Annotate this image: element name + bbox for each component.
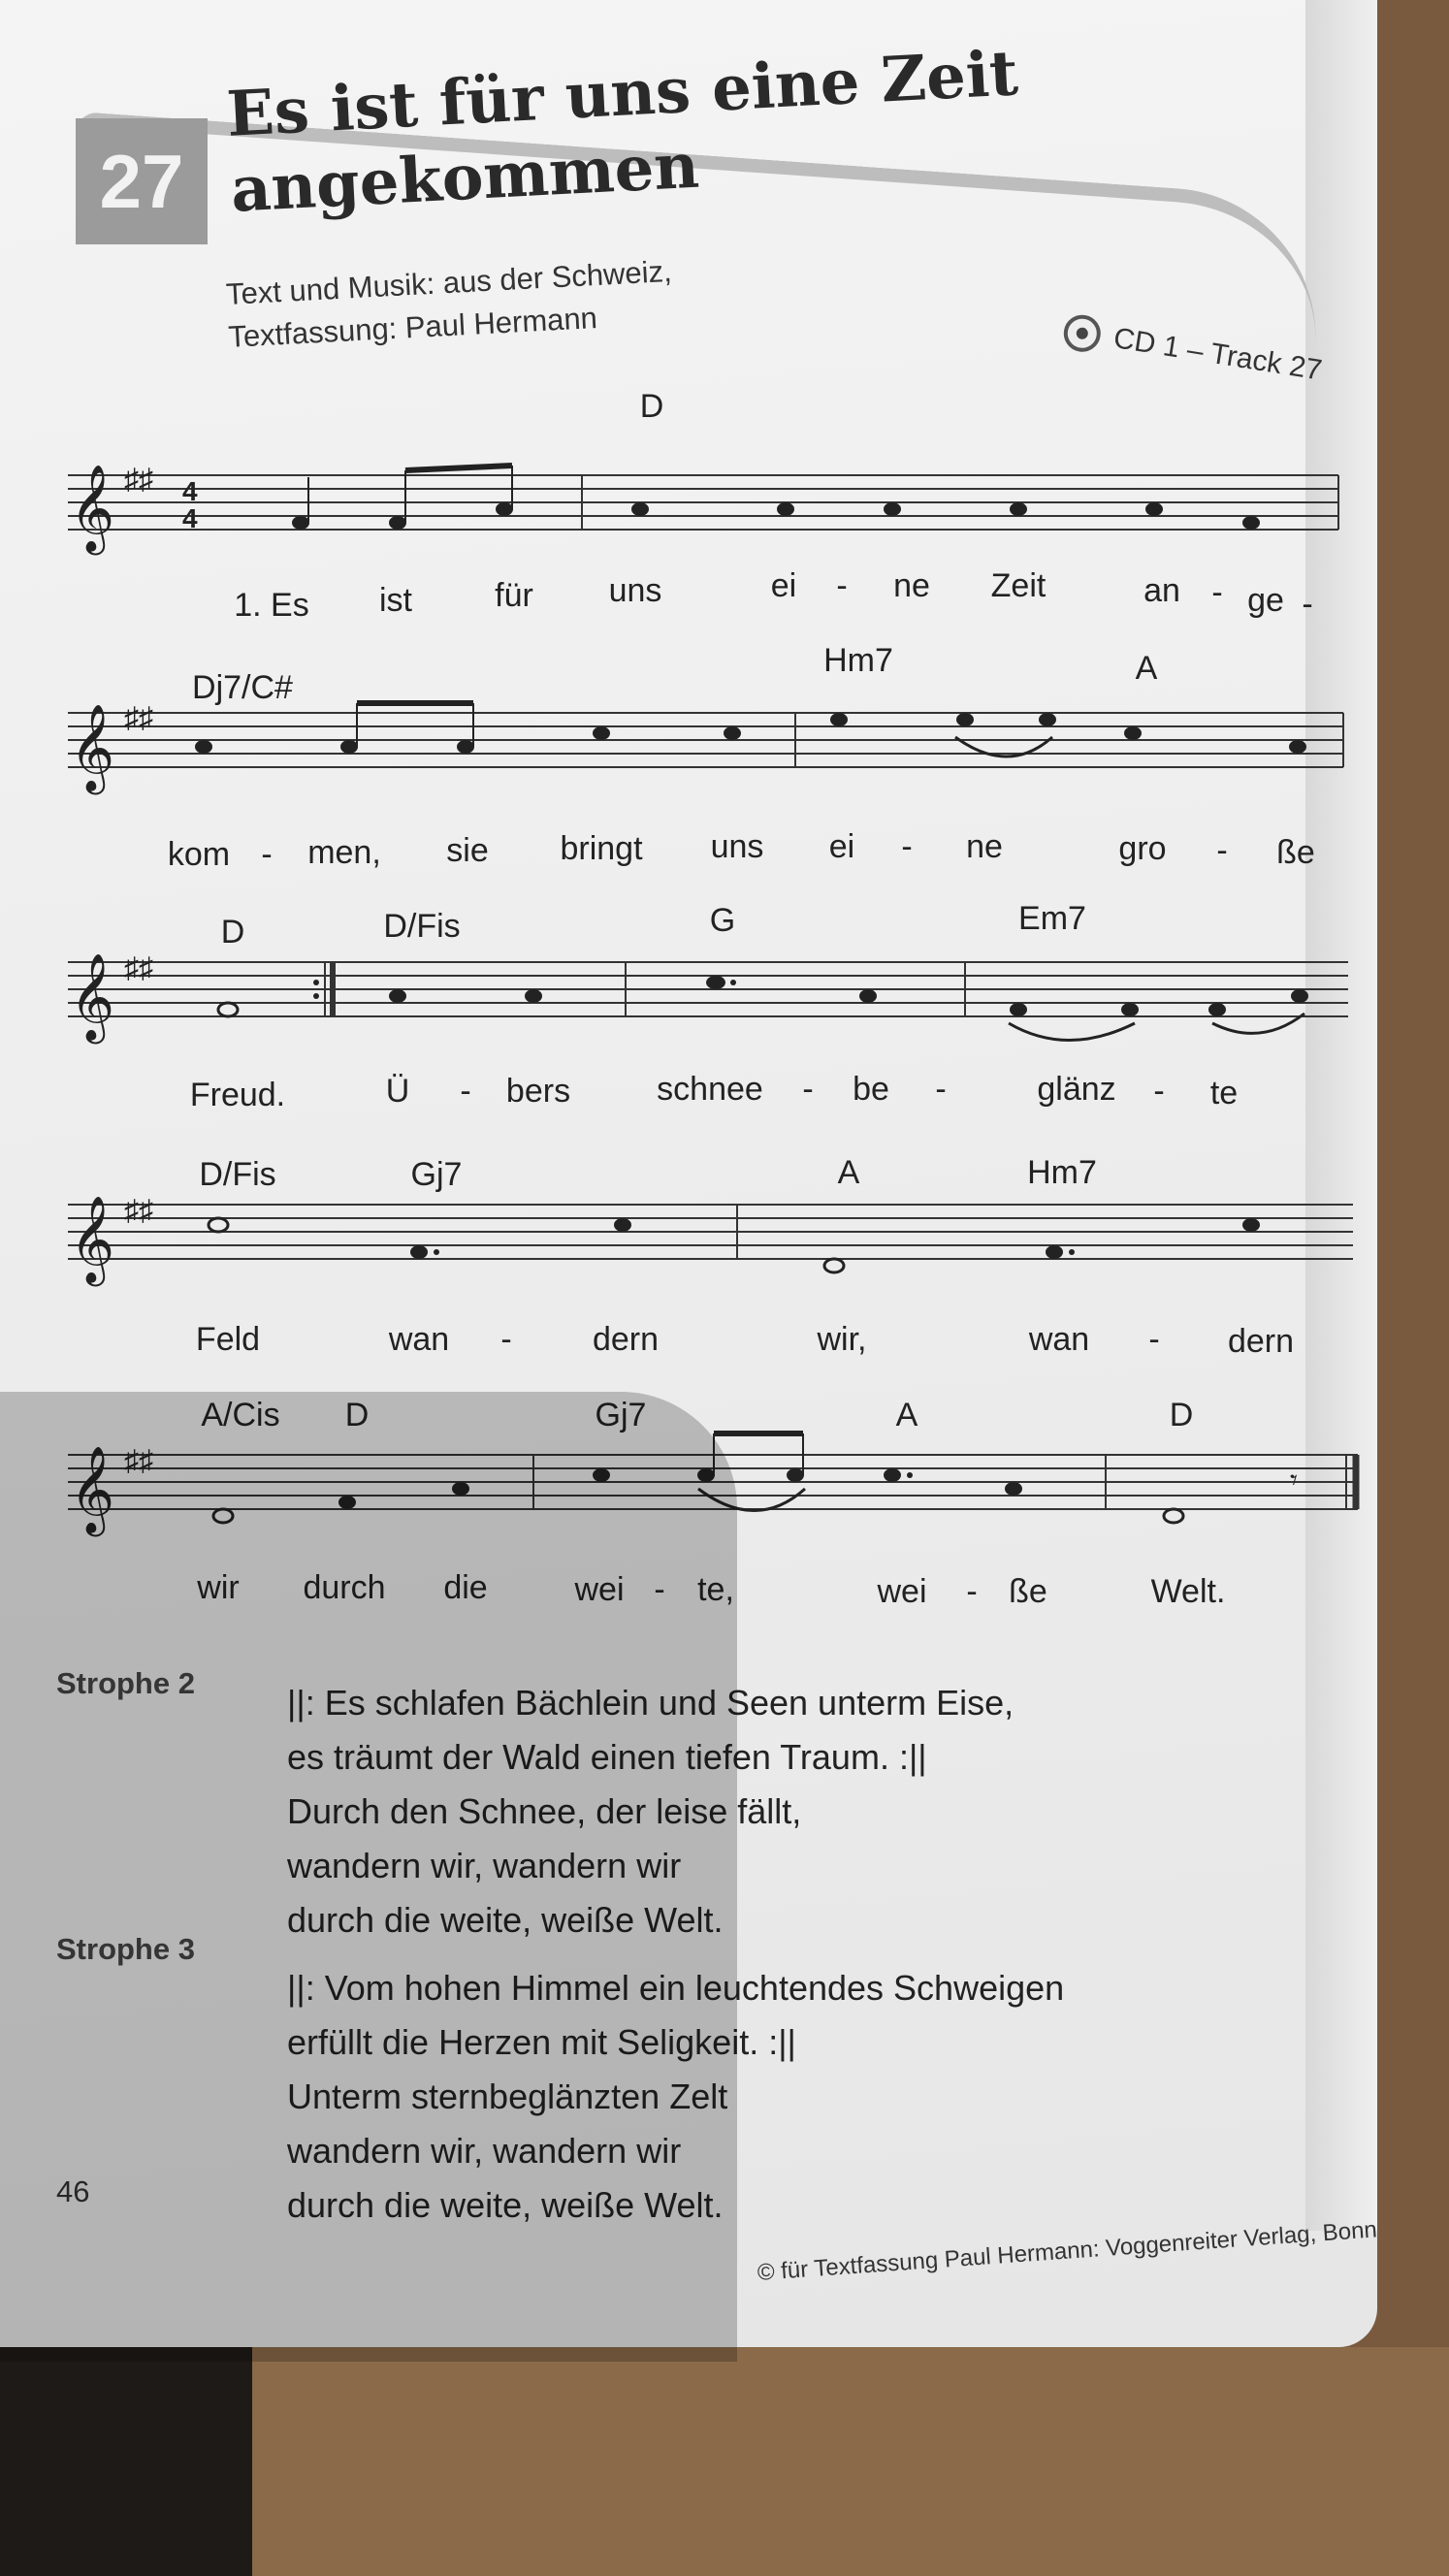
lyric: ei: [770, 567, 797, 604]
lyric: Ü: [385, 1073, 410, 1110]
lyric: Zeit: [990, 567, 1046, 604]
lyric: ße: [1276, 834, 1315, 871]
lyric: -: [654, 1571, 665, 1608]
slur-icon: [1009, 1023, 1135, 1041]
lyric: -: [901, 828, 913, 865]
lyric: die: [443, 1569, 488, 1606]
notes-2: [195, 703, 1306, 754]
lyric: -: [1148, 1321, 1160, 1358]
background-wood: [252, 2347, 1449, 2576]
lyric: wir,: [817, 1321, 867, 1358]
lyric: dern: [592, 1321, 660, 1358]
verse-line: wandern wir, wandern wir: [287, 1846, 682, 1885]
time-signature-digit: 4: [182, 503, 198, 533]
lyric: kom: [167, 836, 231, 873]
song-title-line2: angekommen: [229, 129, 701, 227]
chord-Hm7: Hm7: [823, 642, 893, 679]
lyric: uns: [710, 828, 764, 865]
lyric: Feld: [195, 1321, 261, 1358]
lyric: uns: [608, 572, 662, 609]
verse-line: es träumt der Wald einen tiefen Traum. :||: [287, 1737, 927, 1777]
cd-icon: [1061, 312, 1103, 354]
chord-G: G: [709, 902, 736, 939]
music-system-1: [0, 388, 1449, 624]
verse-line: wandern wir, wandern wir: [287, 2131, 682, 2171]
music-system-4: [0, 1144, 1449, 1368]
cd-track-label: CD 1 – Track 27: [1111, 322, 1325, 387]
music-system-3: [0, 892, 1449, 1115]
notes-3: [218, 976, 1308, 1016]
chord-A: A: [837, 1154, 860, 1191]
chord-A-Cis: A/Cis: [201, 1397, 280, 1433]
lyric: -: [1216, 832, 1228, 869]
treble-clef-icon: 𝄞: [70, 465, 115, 552]
verse-line: Unterm sternbeglänzten Zelt: [287, 2077, 728, 2116]
lyric: wir: [197, 1569, 240, 1606]
chord-D-Fis: D/Fis: [383, 908, 461, 945]
song-title-line1: Es ist für uns eine Zeit: [225, 37, 1020, 151]
lyric: -: [935, 1071, 947, 1108]
lyric: ei: [828, 828, 855, 865]
lyric: 1. Es: [234, 587, 309, 624]
credit-line-2: Textfassung: Paul Hermann: [227, 301, 598, 354]
time-signature-digit: 4: [182, 476, 198, 506]
chord-D: D: [639, 388, 664, 425]
verse-line: Durch den Schnee, der leise fällt,: [287, 1791, 802, 1831]
verse-line: ||: Es schlafen Bächlein und Seen unterm Eise,: [287, 1683, 1014, 1723]
lyric: sie: [446, 832, 489, 869]
lyric: wei: [877, 1573, 927, 1610]
lyric: men,: [307, 834, 381, 871]
staff-1: [0, 388, 1449, 611]
chord-Em7: Em7: [1018, 900, 1086, 937]
chord-Hm7: Hm7: [1027, 1154, 1097, 1191]
lyric: für: [495, 577, 533, 614]
lyric: dern: [1227, 1323, 1295, 1360]
chord-A: A: [1135, 650, 1158, 687]
key-signature-icon: ♯♯: [124, 702, 153, 734]
chord-A: A: [895, 1397, 918, 1433]
key-signature-icon: ♯♯: [124, 1445, 153, 1477]
lyric: Welt.: [1150, 1573, 1226, 1610]
lyric: ist: [379, 582, 412, 619]
credit-line-1: Text und Musik: aus der Schweiz,: [225, 253, 673, 311]
treble-clef-icon: 𝄞: [70, 704, 115, 791]
copyright-notice: © für Textfassung Paul Hermann: Voggenreiter Verlag, Bonn: [757, 2216, 1378, 2286]
music-system-2: [0, 640, 1449, 873]
lyric: Freud.: [189, 1077, 286, 1113]
lyric: -: [261, 836, 273, 873]
eighth-rest-icon: 𝄾: [1290, 1465, 1298, 1497]
lyric: -: [802, 1071, 814, 1108]
lyric: ne: [966, 828, 1003, 865]
chord-D: D: [1169, 1397, 1194, 1433]
lyric: wan: [1028, 1321, 1090, 1358]
strophe-2-label: Strophe 2: [56, 1666, 195, 1700]
lyric: -: [500, 1321, 512, 1358]
chord-Gj7: Gj7: [410, 1156, 463, 1193]
lyric: an: [1143, 572, 1180, 609]
verse-line: ||: Vom hohen Himmel ein leuchtendes Schweigen: [287, 1968, 1065, 2008]
strophe-3-label: Strophe 3: [56, 1932, 195, 1966]
page-edge: [1305, 0, 1377, 2231]
key-signature-icon: ♯♯: [124, 952, 153, 984]
treble-clef-icon: 𝄞: [70, 1446, 115, 1533]
key-signature-icon: ♯♯: [124, 464, 153, 496]
lyric: wan: [388, 1321, 450, 1358]
treble-clef-icon: 𝄞: [70, 953, 115, 1041]
lyric: -: [460, 1073, 471, 1110]
key-signature-icon: ♯♯: [124, 1195, 153, 1227]
verse-line: durch die weite, weiße Welt.: [287, 1900, 724, 1940]
chord-Dj7-C#: Dj7/C#: [192, 669, 293, 706]
verse-line: durch die weite, weiße Welt.: [287, 2185, 724, 2225]
lyric: gro: [1118, 830, 1167, 867]
lyric: ge: [1247, 582, 1284, 619]
lyric: te,: [697, 1571, 734, 1608]
lyric: glänz: [1037, 1071, 1116, 1108]
chord-D: D: [344, 1397, 370, 1433]
lyric: schnee: [657, 1071, 763, 1108]
verse-line: erfüllt die Herzen mit Seligkeit. :||: [287, 2022, 796, 2062]
lyric: wei: [574, 1571, 625, 1608]
lyric: -: [1302, 586, 1313, 623]
lyric: -: [1211, 574, 1223, 611]
chord-D-Fis: D/Fis: [199, 1156, 276, 1193]
lyric: -: [966, 1573, 978, 1610]
chord-D: D: [220, 914, 245, 950]
song-number: 27: [76, 118, 208, 244]
lyric: ße: [1009, 1573, 1047, 1610]
lyric: ne: [893, 567, 930, 604]
page-number: 46: [56, 2174, 90, 2208]
lyric: -: [1153, 1073, 1165, 1110]
lyric: -: [836, 567, 848, 604]
lyric: bers: [505, 1073, 571, 1110]
lyric: te: [1209, 1075, 1239, 1111]
lyric: be: [853, 1071, 889, 1108]
chord-Gj7: Gj7: [595, 1397, 647, 1433]
treble-clef-icon: 𝄞: [70, 1196, 115, 1283]
lyric: bringt: [560, 830, 643, 867]
hand-shadow: [0, 1392, 737, 2362]
lyric: durch: [303, 1569, 386, 1606]
